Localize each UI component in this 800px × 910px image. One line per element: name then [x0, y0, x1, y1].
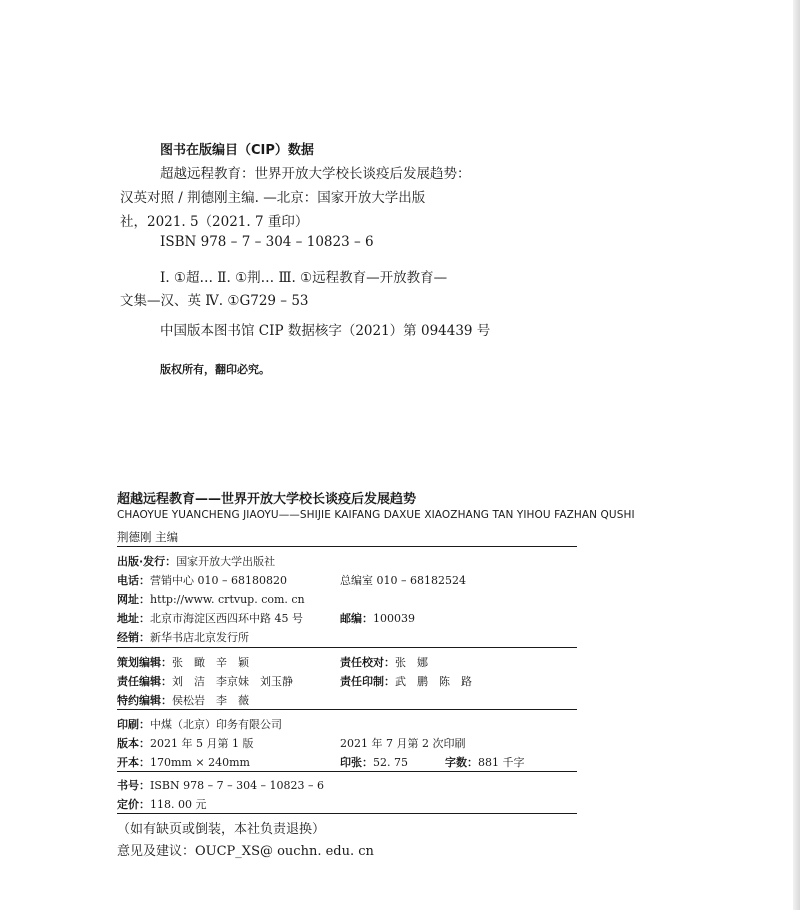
- book-title-pinyin: CHAOYUE YUANCHENG JIAOYU——SHIJIE KAIFANG DAXUE XIAOZHANG TAN YIHOU FAZHAN QUSHI: [117, 509, 635, 521]
- chief-editor: 荆德刚 主编: [117, 530, 179, 544]
- return-policy-note: （如有缺页或倒装，本社负责退换）: [117, 822, 326, 837]
- phone-sales: 营销中心 010 – 68180820: [150, 574, 287, 587]
- website-row: [117, 591, 305, 607]
- copyright-notice: 版权所有，翻印必究。: [160, 363, 270, 376]
- feedback-email: 意见及建议：OUCP_XS@ ouchn. edu. cn: [117, 844, 374, 859]
- isbn-row: [117, 777, 324, 793]
- edition-row: [117, 735, 253, 751]
- divider: [117, 647, 577, 648]
- postcode-value: 100039: [373, 612, 415, 625]
- postcode-label: 邮编：: [340, 612, 373, 625]
- price-row: [117, 796, 206, 812]
- divider: [117, 813, 577, 814]
- publisher-value: 国家开放大学出版社: [176, 555, 276, 568]
- printer-value: 中煤（北京）印务有限公司: [150, 718, 282, 731]
- special-editor-label: 特约编辑：: [117, 694, 172, 707]
- page-edge: [793, 0, 800, 910]
- sheets-label: 印张：: [340, 756, 373, 769]
- publisher-label: 出版·发行：: [117, 555, 177, 568]
- format-label: 开本：: [117, 756, 150, 769]
- website-label: 网址：: [117, 593, 150, 606]
- book-title: 超越远程教育——世界开放大学校长谈疫后发展趋势: [117, 492, 417, 507]
- cip-classification-2: 文集—汉、英 Ⅳ. ①G729 – 53: [120, 293, 309, 309]
- distributor-label: 经销：: [117, 631, 150, 644]
- isbn-label: 书号：: [117, 779, 150, 792]
- print-supervisor-value: 武 鹏 陈 路: [395, 675, 472, 688]
- cip-isbn: ISBN 978 – 7 – 304 – 10823 – 6: [160, 234, 374, 250]
- edition-value: 2021 年 5 月第 1 版: [150, 737, 254, 750]
- printer-label: 印刷：: [117, 718, 150, 731]
- printing-value: 2021 年 7 月第 2 次印刷: [340, 737, 466, 750]
- format-value: 170mm × 240mm: [150, 756, 250, 769]
- cip-heading: 图书在版编目（CIP）数据: [160, 143, 314, 158]
- address-value: 北京市海淀区西四环中路 45 号: [150, 612, 303, 625]
- cip-line-3: 社，2021. 5（2021. 7 重印）: [120, 214, 309, 230]
- proofreader-value: 张 娜: [395, 656, 428, 669]
- address-row: [117, 610, 303, 626]
- divider: [117, 546, 577, 547]
- special-editor-value: 侯松岩 李 薇: [172, 694, 249, 707]
- divider: [117, 771, 577, 772]
- cip-line-1: 超越远程教育：世界开放大学校长谈疫后发展趋势：: [160, 166, 471, 182]
- responsible-editor-label: 责任编辑：: [117, 675, 172, 688]
- responsible-editor-value: 刘 洁 李京妹 刘玉静: [172, 675, 293, 688]
- cip-classification-1: Ⅰ. ①超… Ⅱ. ①荆… Ⅲ. ①远程教育—开放教育—: [160, 270, 448, 286]
- price-value: 118. 00 元: [150, 798, 207, 811]
- planning-editor-label: 策划编辑：: [117, 656, 172, 669]
- words-value: 881 千字: [478, 756, 525, 769]
- planning-editor-value: 张 瞰 辛 颖: [172, 656, 249, 669]
- price-label: 定价：: [117, 798, 150, 811]
- format-row: [117, 754, 250, 770]
- postcode-row: [340, 610, 415, 626]
- printer-row: [117, 716, 282, 732]
- sheets-value: 52. 75: [373, 756, 408, 769]
- address-label: 地址：: [117, 612, 150, 625]
- planning-editor-row: [117, 654, 249, 670]
- website-value: http://www. crtvup. com. cn: [150, 593, 305, 606]
- proofreader-label: 责任校对：: [340, 656, 395, 669]
- special-editor-row: [117, 692, 249, 708]
- proofreader-row: [340, 654, 428, 670]
- phone-row: [117, 572, 287, 588]
- words-label: 字数：: [445, 756, 478, 769]
- phone-office: 总编室 010 – 68182524: [340, 574, 466, 587]
- distributor-value: 新华书店北京发行所: [150, 631, 249, 644]
- cip-line-2: 汉英对照 / 荆德刚主编. —北京：国家开放大学出版: [120, 190, 426, 206]
- print-supervisor-label: 责任印制：: [340, 675, 395, 688]
- edition-label: 版本：: [117, 737, 150, 750]
- isbn-value: ISBN 978 – 7 – 304 – 10823 – 6: [150, 779, 325, 792]
- phone-label: 电话：: [117, 574, 150, 587]
- divider: [117, 709, 577, 710]
- publisher-row: [117, 553, 275, 569]
- sheets-row: [340, 754, 408, 770]
- distributor-row: [117, 629, 249, 645]
- print-supervisor-row: [340, 673, 472, 689]
- responsible-editor-row: [117, 673, 293, 689]
- words-row: [445, 754, 525, 770]
- cip-record-number: 中国版本图书馆 CIP 数据核字（2021）第 094439 号: [160, 323, 491, 339]
